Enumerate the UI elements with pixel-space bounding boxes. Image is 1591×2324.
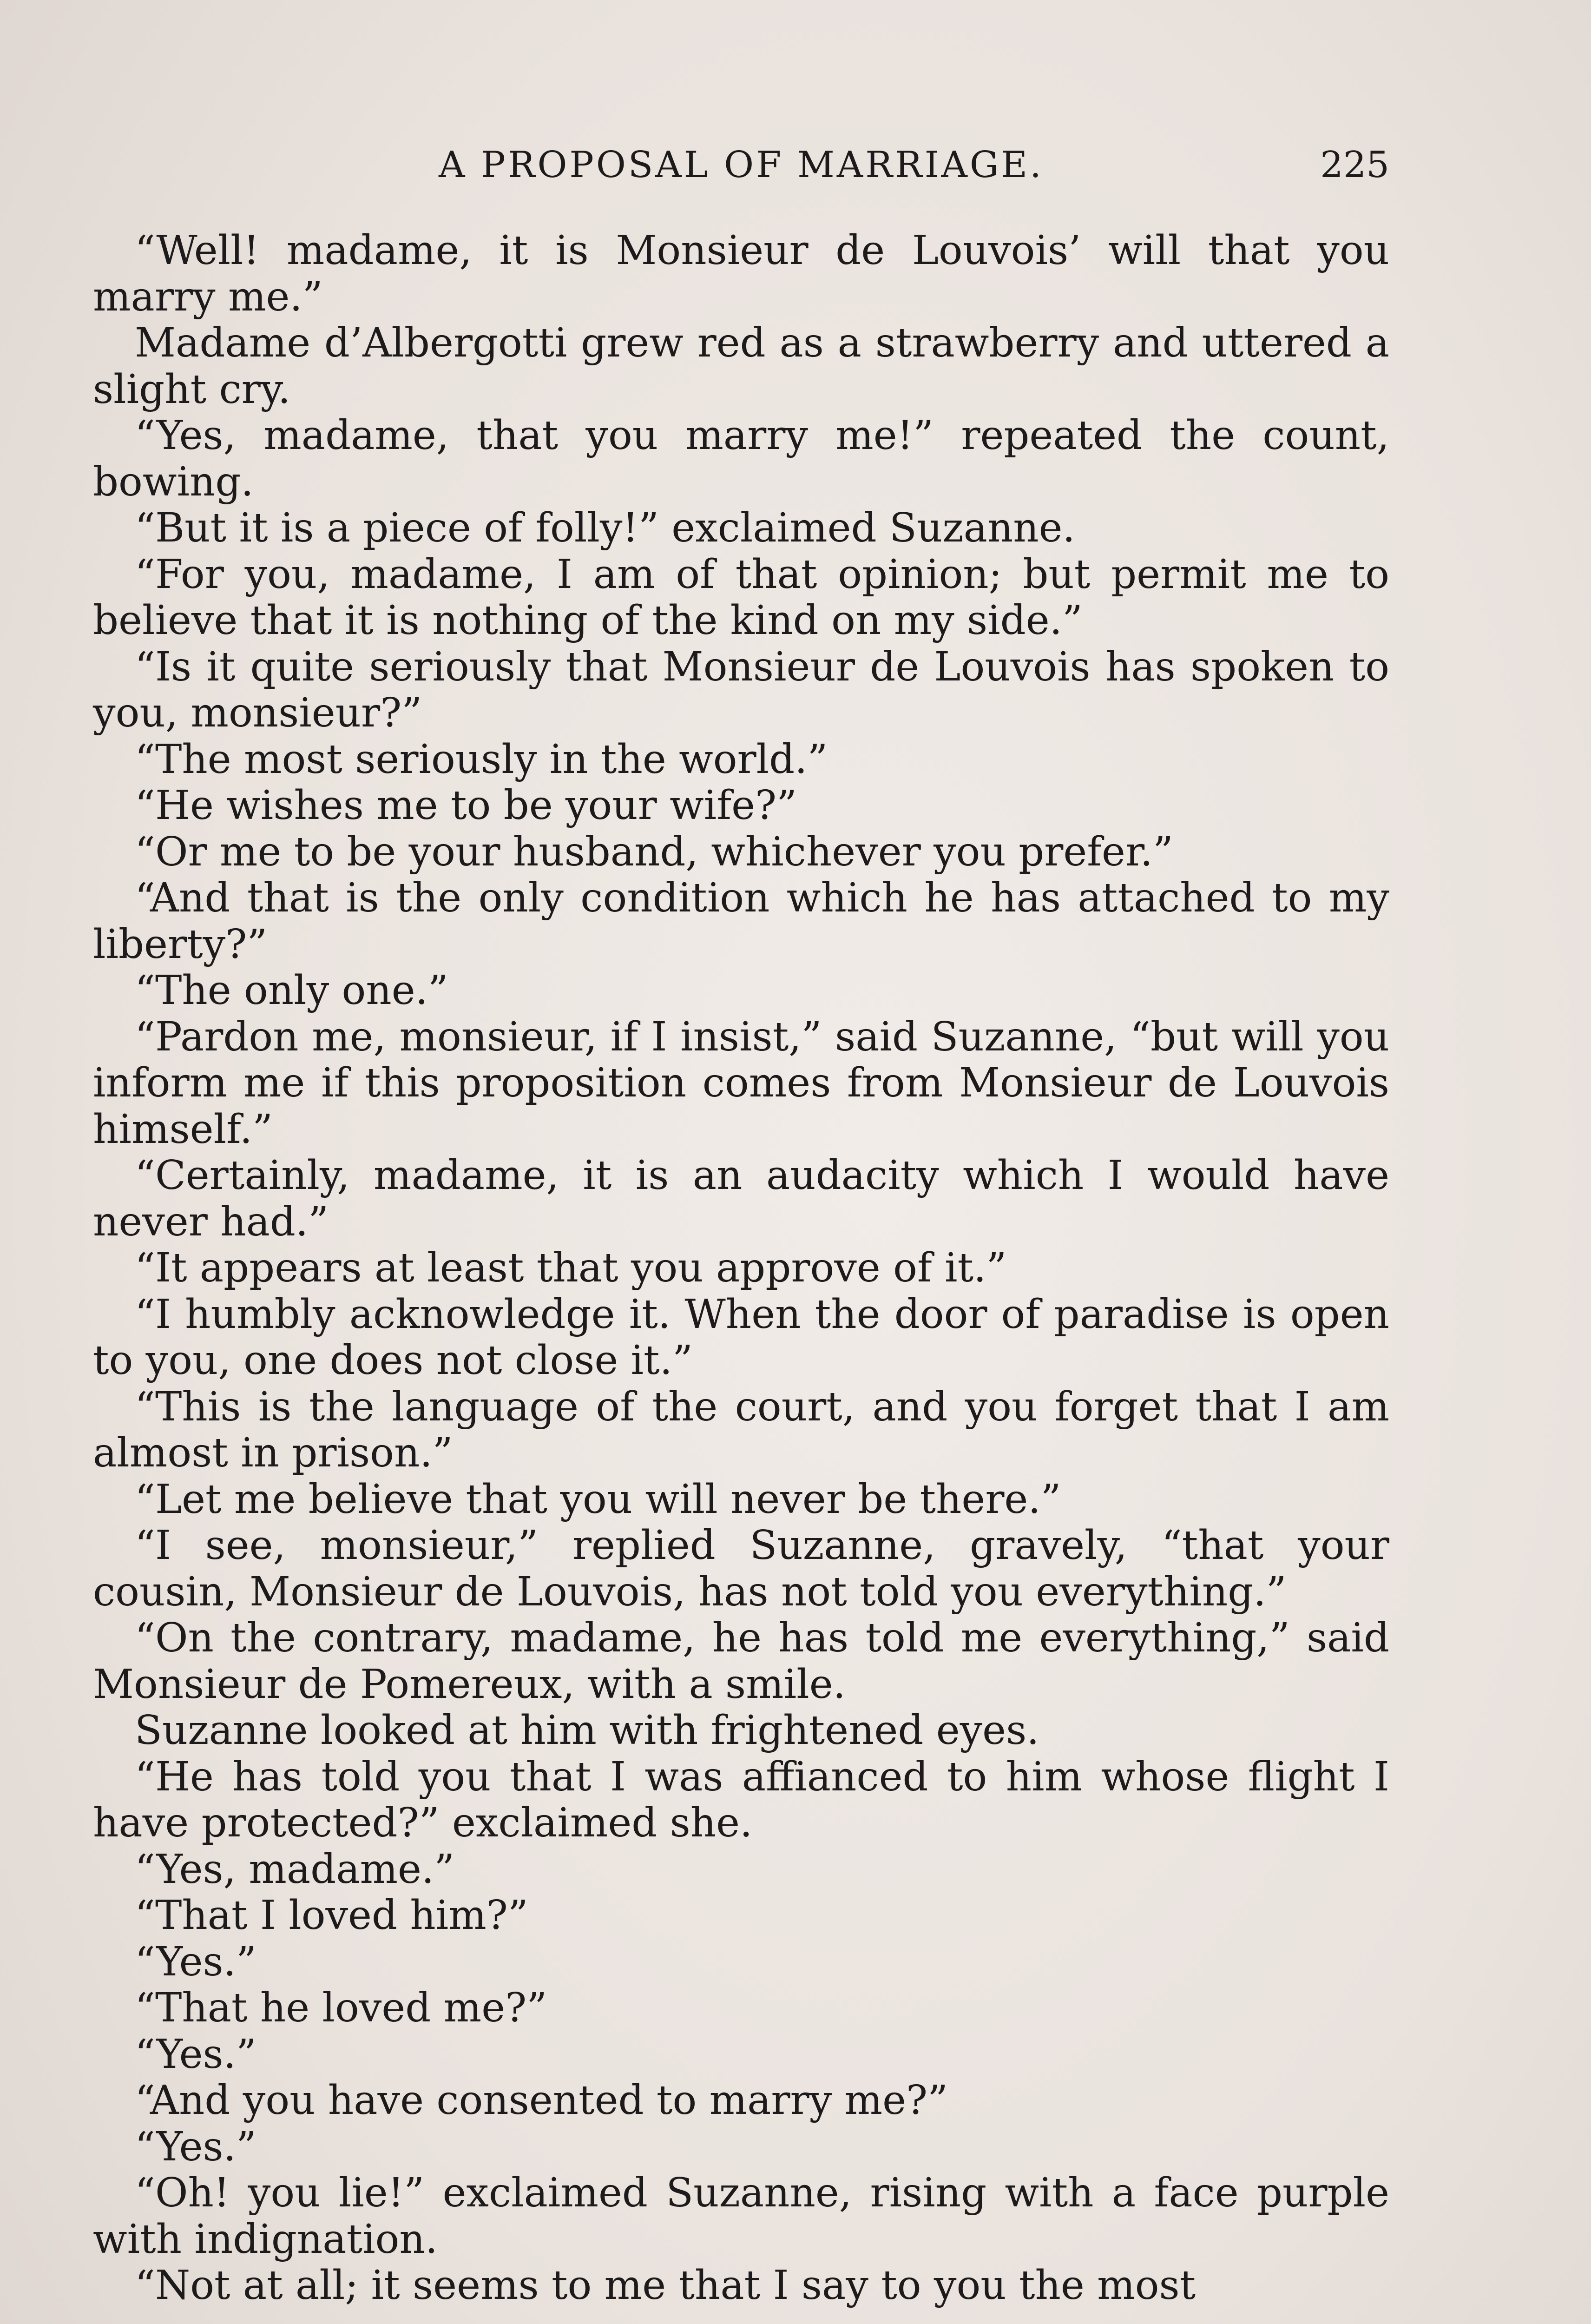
- paragraph: “And you have consented to marry me?”: [135, 2077, 948, 2124]
- paragraph: “The only one.”: [135, 967, 448, 1014]
- paragraph: “That I loved him?”: [135, 1892, 528, 1939]
- paragraph: “Let me believe that you will never be there.”: [135, 1476, 1061, 1523]
- paragraph: “That he loved me?”: [135, 1985, 547, 2031]
- paragraph: “Yes, madame.”: [135, 1846, 455, 1893]
- paragraph: “Pardon me, monsieur, if I insist,” said Suzanne, “but will you inform me if this proposition comes from Monsieur de Louvois himself.”: [93, 1013, 1389, 1153]
- page-header: [93, 139, 1389, 191]
- paragraph: “The most seriously in the world.”: [135, 736, 828, 783]
- paragraph: “Yes.”: [135, 2123, 256, 2170]
- paragraph: “For you, madame, I am of that opinion; but permit me to believe that it is nothing of the kind on my side.”: [93, 551, 1389, 644]
- paragraph: “Yes.”: [135, 1938, 256, 1985]
- paragraph: “Oh! you lie!” exclaimed Suzanne, rising with a face purple with indignation.: [93, 2170, 1389, 2263]
- page-number: 225: [1320, 144, 1389, 186]
- paragraph: “Is it quite seriously that Monsieur de Louvois has spoken to you, monsieur?”: [93, 643, 1389, 736]
- paragraph: Madame d’Albergotti grew red as a strawberry and uttered a slight cry.: [93, 320, 1389, 413]
- paragraph: “But it is a piece of folly!” exclaimed Suzanne.: [135, 505, 1075, 551]
- paragraph: “Certainly, madame, it is an audacity which I would have never had.”: [93, 1152, 1389, 1245]
- paragraph: “Not at all; it seems to me that I say to you the most: [135, 2262, 1196, 2309]
- paragraph: “And that is the only condition which he has attached to my liberty?”: [93, 875, 1389, 968]
- paragraph: “Well! madame, it is Monsieur de Louvois’ will that you marry me.”: [93, 227, 1389, 320]
- paragraph: “He wishes me to be your wife?”: [135, 782, 797, 829]
- paragraph: “I see, monsieur,” replied Suzanne, gravely, “that your cousin, Monsieur de Louvois, has not told you everything.”: [93, 1522, 1389, 1615]
- paragraph: “On the contrary, madame, he has told me everything,” said Monsieur de Pomereux, with a smile.: [93, 1615, 1389, 1708]
- paragraph: Suzanne looked at him with frightened eyes.: [135, 1707, 1039, 1754]
- body-text: [93, 228, 1389, 2309]
- paragraph: “Yes, madame, that you marry me!” repeated the count, bowing.: [93, 412, 1389, 505]
- paragraph: “This is the language of the court, and you forget that I am almost in prison.”: [93, 1383, 1389, 1476]
- paragraph: “Or me to be your husband, whichever you prefer.”: [135, 828, 1173, 875]
- paragraph: “I humbly acknowledge it. When the door of paradise is open to you, one does not close it.”: [93, 1291, 1389, 1384]
- paragraph: “He has told you that I was affianced to him whose flight I have protected?” exclaimed she.: [93, 1753, 1389, 1846]
- running-title: A PROPOSAL OF MARRIAGE.: [439, 144, 1044, 186]
- paragraph: “Yes.”: [135, 2031, 256, 2078]
- paragraph: “It appears at least that you approve of it.”: [135, 1245, 1007, 1291]
